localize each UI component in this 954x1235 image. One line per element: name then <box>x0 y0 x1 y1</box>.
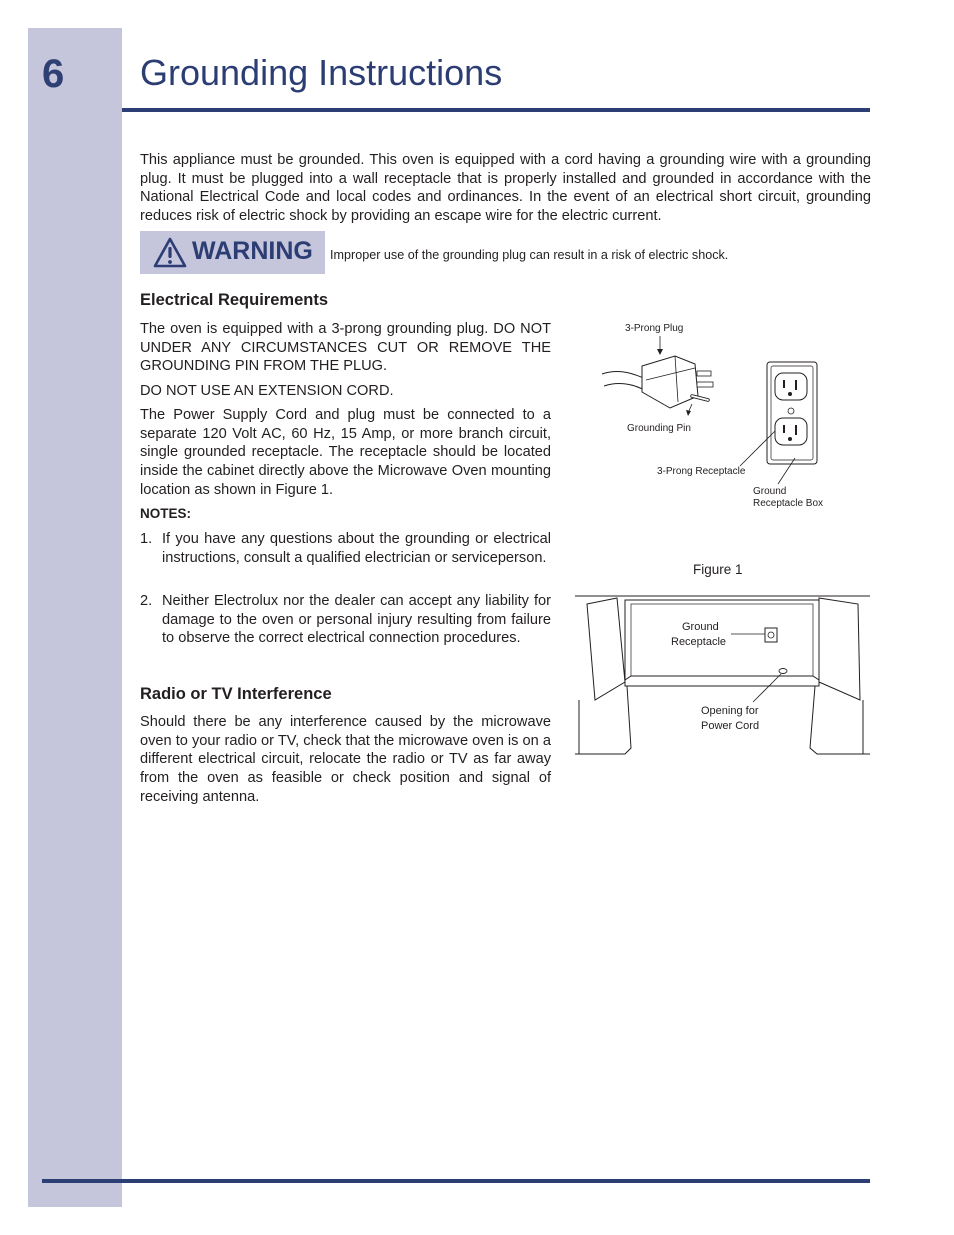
opening-label-line-1: Opening for <box>701 705 759 717</box>
electrical-paragraph-2: DO NOT USE AN EXTENSION CORD. <box>140 383 394 399</box>
radio-tv-heading: Radio or TV Interference <box>140 685 332 703</box>
box-label-line-1: Ground <box>753 486 787 497</box>
note-text: Neither Electrolux nor the dealer can accept any liability for damage to the oven or personal injury resulting from failure to observe the correct electrical connection procedures. <box>162 593 551 647</box>
warning-label: WARNING <box>192 237 313 265</box>
page-title: Grounding Instructions <box>140 52 503 93</box>
note-text: If you have any questions about the grounding or electrical instructions, consult a qualified electrician or serviceperson. <box>162 531 551 566</box>
header-rule <box>122 108 870 112</box>
note-item <box>140 592 551 648</box>
warning-badge <box>140 231 325 274</box>
sidebar-band <box>28 28 122 1207</box>
page-number: 6 <box>42 52 65 96</box>
radio-tv-paragraph: Should there be any interference caused by the microwave oven to your radio or TV, check that the microwave oven is on a different electrical circuit, relocate the radio or TV as far away from the oven as feasible or check position and signal of receiving antenna. <box>140 714 551 805</box>
electrical-paragraph-1: The oven is equipped with a 3-prong grounding plug. DO NOT UNDER ANY CIRCUMSTANCES CUT OR REMOVE THE GROUNDING PIN FROM THE PLUG. <box>140 321 551 375</box>
ground-label-line-1: Ground <box>682 621 719 633</box>
ground-label-line-2: Receptacle <box>671 636 727 648</box>
electrical-paragraph-3: The Power Supply Cord and plug must be connected to a separate 120 Volt AC, 60 Hz, 15 Amp, or more branch circuit, single grounded receptacle. The receptacle should be located inside the cabinet directly above the Microwave Oven mounting location as shown in Figure 1. <box>140 407 551 498</box>
electrical-requirements-heading: Electrical Requirements <box>140 291 328 309</box>
opening-label-line-2: Power Cord <box>701 720 760 732</box>
note-item <box>140 530 551 567</box>
intro-paragraph: This appliance must be grounded. This oven is equipped with a cord having a grounding wire with a grounding plug. It must be plugged into a wall receptacle that is properly installed and grounded in accordance with the National Electrical Code and local codes and ordinances. In the event of an electrical short circuit, grounding reduces risk of electric shock by providing an escape wire for the electric current. <box>140 152 871 225</box>
note-number: 2. <box>140 593 153 609</box>
notes-label: NOTES: <box>140 506 192 521</box>
cabinet-illustration <box>575 590 875 785</box>
receptacle-label: 3-Prong Receptacle <box>657 466 746 477</box>
plug-label: 3-Prong Plug <box>625 323 684 334</box>
warning-text: Improper use of the grounding plug can result in a risk of electric shock. <box>330 248 729 262</box>
footer-rule <box>42 1179 870 1183</box>
box-label-line-2: Receptacle Box <box>753 498 824 509</box>
grounding-pin-label: Grounding Pin <box>627 423 691 434</box>
plug-receptacle-illustration <box>600 316 850 521</box>
note-number: 1. <box>140 531 153 547</box>
figure-caption: Figure 1 <box>693 562 743 577</box>
warning-triangle-icon <box>153 237 187 268</box>
